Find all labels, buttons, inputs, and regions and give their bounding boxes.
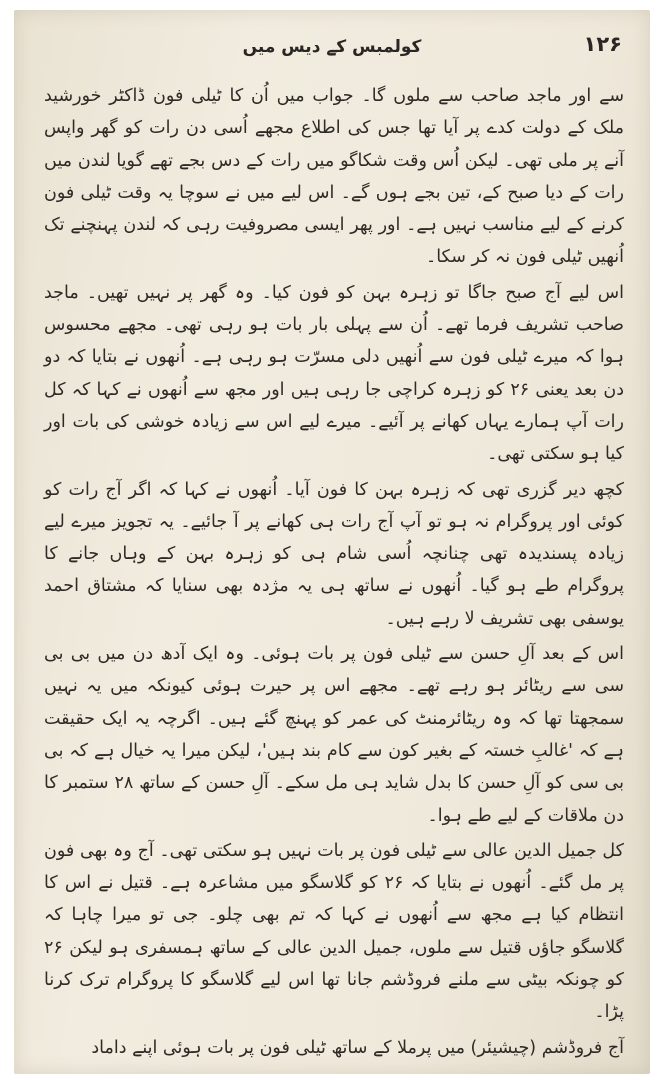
book-page — [14, 10, 650, 1074]
running-title: کولمبس کے دیس میں — [242, 37, 422, 57]
paragraph: کچھ دیر گزری تھی کہ زہرہ بہن کا فون آیا۔ اُنھوں نے کہا کہ اگر آج رات کو کوئی اور پروگرام نہ ہو تو آپ آج رات ہی کھانے پر آ جائیے۔ یہ تجویز میرے لیے زیادہ پسندیدہ تھی چنانچہ اُسی شام ہی کو زہرہ بہن کے وہاں جانے کا پروگرام طے ہو گیا۔ اُنھوں نے ساتھ ہی یہ مژدہ بھی سنایا کہ مشتاق احمد یوسفی بھی تشریف لا رہے ہیں۔ — [44, 479, 624, 629]
paragraph: آج فروڈشم (چیشیئر) میں پرملا کے ساتھ ٹیلی فون پر بات ہوئی اپنے داماد — [91, 1037, 624, 1058]
paragraph: سے اور ماجد صاحب سے ملوں گا۔ جواب میں اُن کا ٹیلی فون ڈاکٹر خورشید ملک کے دولت کدے پر آیا تھا جس کی اطلاع مجھے اُسی دن رات کو گھر واپس آنے پر ملی تھی۔ لیکن اُس وقت شکاگو میں رات کے دس بجے تھے گویا لندن میں رات کے دیا صبح کے، تین بجے ہوں گے۔ اس لیے میں نے سوچا یہ وقت ٹیلی فون کرنے کے لیے مناسب نہیں ہے۔ اور پھر ایسی مصروفیت رہی کہ لندن پہنچنے تک اُنھیں ٹیلی فون نہ کر سکا۔ — [44, 86, 624, 268]
paragraph: کل جمیل الدین عالی سے ٹیلی فون پر بات نہیں ہو سکتی تھی۔ آج وہ بھی فون پر مل گئے۔ اُنھوں نے بتایا کہ ۲۶ کو گلاسگو میں مشاعرہ ہے۔ قتیل نے اس کا انتظام کیا ہے مجھ سے اُنھوں نے کہا کہ تم بھی چلو۔ جی تو میرا چاہا کہ گلاسگو جاؤں قتیل سے ملوں، جمیل الدین عالی کے ساتھ ہمسفری ہو لیکن ۲۶ کو چونکہ بیٹی سے ملنے فروڈشم جانا تھا اس لیے گلاسگو کا پروگرام ترک کرنا پڑا۔ — [44, 840, 624, 1023]
paragraph: اس لیے آج صبح جاگا تو زہرہ بہن کو فون کیا۔ وہ گھر پر نہیں تھیں۔ ماجد صاحب تشریف فرما تھے۔ اُن سے پہلی بار بات ہو رہی تھی۔ مجھے محسوس ہوا کہ میرے ٹیلی فون سے اُنھیں دلی مسرّت ہو رہی ہے۔ اُنھوں نے بتایا کہ دو دن بعد یعنی ۲۶ کو زہرہ کراچی جا رہی ہیں اور مجھ سے اُنھوں نے کہا کہ کل رات آپ ہمارے یہاں کھانے پر آئیے۔ میرے لیے اس سے زیادہ خوشی کی بات اور کیا ہو سکتی تھی۔ — [44, 282, 624, 465]
page-number: ۱۲۶ — [583, 32, 622, 56]
body-text — [44, 80, 624, 1067]
paragraph: اس کے بعد آلِ حسن سے ٹیلی فون پر بات ہوئی۔ وہ ایک آدھ دن میں بی بی سی سے ریٹائر ہو رہے تھے۔ مجھے اس پر حیرت ہوئی کیونکہ میں یہ نہیں سمجھتا تھا کہ وہ ریٹائرمنٹ کی عمر کو پہنچ گئے ہیں۔ اگرچہ یہ ایک حقیقت ہے کہ 'غالبِ خستہ کے بغیر کون سے کام بند ہیں'، لیکن میرا یہ خیال ہے کہ بی بی سی کو آلِ حسن کا بدل شاید ہی مل سکے۔ آلِ حسن کے ساتھ ۲۸ ستمبر کا دن ملاقات کے لیے طے ہوا۔ — [44, 644, 624, 826]
page-header — [14, 32, 650, 70]
